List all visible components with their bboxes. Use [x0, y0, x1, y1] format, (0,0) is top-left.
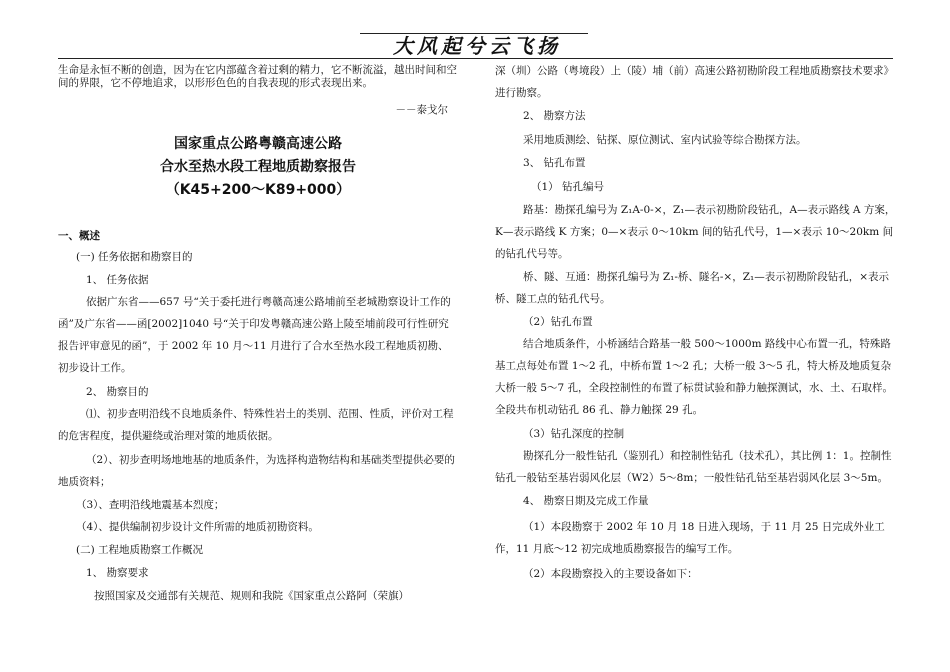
purpose-item-3: （3）、查明沿线地震基本烈度；	[76, 499, 225, 511]
survey-method-heading: 2、 勘察方法	[523, 110, 586, 122]
epigraph-author: －－泰戈尔	[395, 104, 448, 116]
borehole-depth-text: 勘探孔分一般性钻孔（鉴别孔）和控制性钻孔（技术孔），其比例 1：1。控制性钻孔一般钻至基岩弱风化层（W2）5～8m；一般性钻孔钻至基岩弱风化层 3～5m。	[495, 450, 892, 484]
borehole-arrangement-text: 结合地质条件，小桥涵结合路基一般 500～1000m 路线中心布置一孔，特殊路基工点每处布置 1～2 孔，中桥布置 1～2 孔；大桥一般 3～5 孔，特大桥及地质复杂大桥一般 5～7 孔，全段控制性的布置了标贯试验和静力触探测试，水、土、石取样。全段共布机动钻孔 86 孔、静力触探 29 孔。	[495, 338, 894, 416]
header-rule-bottom	[58, 58, 893, 59]
purpose-heading: 2、 勘察目的	[86, 386, 149, 398]
report-title-line1: 国家重点公路粤赣高速公路	[174, 136, 342, 152]
borehole-depth-heading: （3）钻孔深度的控制	[523, 428, 625, 440]
task-basis-text: 依据广东省——657 号“关于委托进行粤赣高速公路埔前至老城勘察设计工作的函”及广东省——函[2002]1040 号“关于印发粤赣高速公路上陵至埔前段可行性研究报告评审意见的函”，于 2002 年 10 月～11 月进行了合水至热水段工程地质初勘、初步设计工作。	[58, 296, 451, 374]
roadbed-numbering-text: 路基：勘探孔编号为 Z₁A-0-×，Z₁—表示初勘阶段钻孔，A—表示路线 A 方案，K—表示路线 K 方案；0—×表示 0～10km 间的钻孔代号，1—×表示 10～20km 间的钻孔代号等。	[495, 204, 896, 260]
borehole-numbering-heading: （1） 钻孔编号	[531, 181, 605, 193]
purpose-item-4: （4）、提供编制初步设计文件所需的地质初勘资料。	[76, 521, 319, 533]
report-title-line3: （K45+200～K89+000）	[165, 182, 351, 198]
schedule-text: （1）本段勘察于 2002 年 10 月 18 日进入现场，于 11 月 25 日完成外业工作，11 月底～12 初完成地质勘察报告的编写工作。	[495, 521, 885, 555]
borehole-arrangement-heading: （2）钻孔布置	[523, 316, 593, 328]
survey-requirements-text: 按照国家及交通部有关规范、规则和我院《国家重点公路阿（荣旗）	[94, 590, 409, 602]
subsection-survey-overview-heading: (二) 工程地质勘察工作概况	[76, 544, 204, 556]
report-title-line2: 合水至热水段工程地质勘察报告	[160, 159, 356, 175]
task-basis-heading: 1、 任务依据	[86, 274, 149, 286]
schedule-workload-heading: 4、 勘察日期及完成工作量	[523, 495, 649, 507]
header-title: 大风起兮云飞扬	[393, 34, 561, 58]
epigraph-quote: 生命是永恒不断的创造，因为在它内部蕴含着过剩的精力，它不断流溢，越出时间和空间的界限，它不停地追求，以形形色色的自我表现的形式表现出来。	[58, 64, 457, 89]
survey-requirements-continued: 深（圳）公路（粤境段）上（陵）埔（前）高速公路初勘阶段工程地质勘察技术要求》进行勘察。	[495, 65, 894, 99]
survey-requirements-heading: 1、 勘察要求	[86, 567, 149, 579]
section-overview-heading: 一、概述	[58, 230, 100, 242]
subsection-task-basis-heading: (一) 任务依据和勘察目的	[76, 251, 193, 263]
bridge-tunnel-numbering-text: 桥、隧、互通：勘探孔编号为 Z₁-桥、隧名-×，Z₁—表示初勘阶段钻孔，×表示桥、隧工点的钻孔代号。	[495, 271, 890, 305]
survey-method-text: 采用地质测绘、钻探、原位测试、室内试验等综合勘探方法。	[523, 134, 807, 146]
purpose-item-2: （2）、初步查明场地地基的地质条件，为选择构造物结构和基础类型提供必要的地质资料；	[58, 454, 455, 488]
purpose-item-1: ⑴、初步查明沿线不良地质条件、特殊性岩土的类别、范围、性质，评价对工程的危害程度，提供避绕或治理对策的地质依据。	[58, 408, 454, 442]
borehole-layout-heading: 3、 钻孔布置	[523, 157, 586, 169]
equipment-text: （2）本段勘察投入的主要设备如下：	[523, 568, 698, 580]
